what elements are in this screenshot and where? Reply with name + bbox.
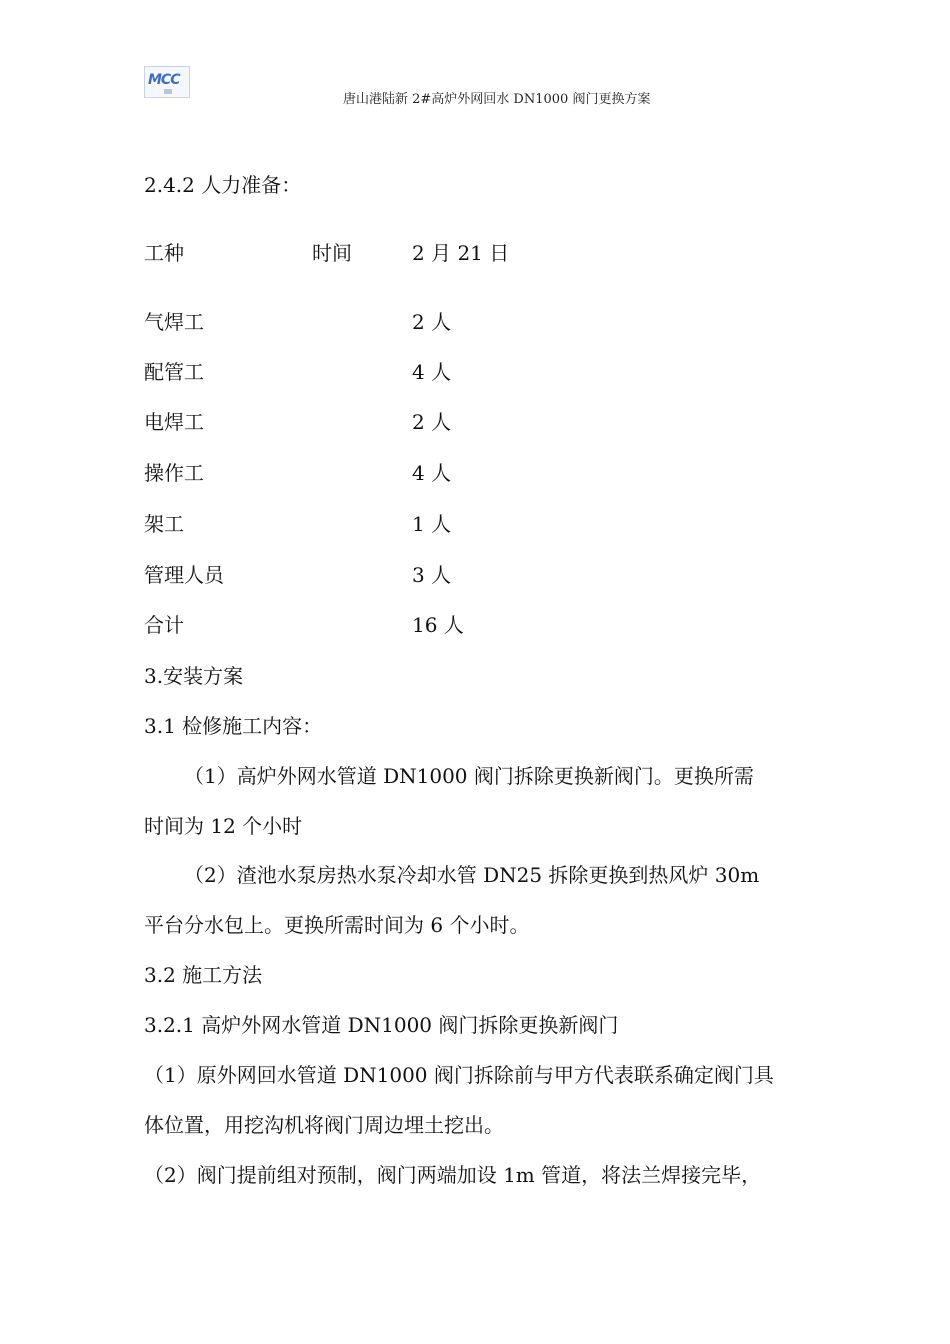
table-row-count: 3 人 <box>412 563 452 587</box>
table-header-trade: 工种 <box>144 241 184 265</box>
paragraph-item-2-line-1: （2）渣池水泵房热水泵冷却水管 DN25 拆除更换到热风炉 30m <box>184 863 760 887</box>
table-row-total-trade: 合计 <box>144 613 184 637</box>
section-heading-3: 3.安装方案 <box>144 664 244 688</box>
table-header-date: 2 月 21 日 <box>412 241 510 265</box>
section-heading-2-4-2: 2.4.2 人力准备： <box>144 173 302 197</box>
table-row-trade: 配管工 <box>144 360 204 384</box>
paragraph-step-2-line-1: （2）阀门提前组对预制，阀门两端加设 1m 管道，将法兰焊接完毕， <box>144 1163 762 1187</box>
document-header-title: 唐山港陆新 2#高炉外网回水 DN1000 阀门更换方案 <box>343 92 651 107</box>
table-row-trade: 电焊工 <box>144 410 204 434</box>
paragraph-step-1-line-1: （1）原外网回水管道 DN1000 阀门拆除前与甲方代表联系确定阀门具 <box>144 1063 774 1087</box>
table-row-total-count: 16 人 <box>412 613 464 637</box>
table-row-trade: 架工 <box>144 512 184 536</box>
paragraph-item-1-line-2: 时间为 12 个小时 <box>144 814 303 838</box>
section-heading-3-2: 3.2 施工方法 <box>144 963 263 987</box>
section-heading-3-2-1: 3.2.1 高炉外网水管道 DN1000 阀门拆除更换新阀门 <box>144 1013 619 1037</box>
table-row-count: 4 人 <box>412 461 452 485</box>
table-row-trade: 气焊工 <box>144 310 204 334</box>
logo-mark <box>164 89 172 94</box>
logo-text: MCC <box>148 72 180 88</box>
table-row-count: 4 人 <box>412 360 452 384</box>
table-row-count: 1 人 <box>412 512 452 536</box>
table-header-time: 时间 <box>312 241 352 265</box>
table-row-count: 2 人 <box>412 410 452 434</box>
section-heading-3-1: 3.1 检修施工内容： <box>144 714 323 738</box>
paragraph-step-1-line-2: 体位置，用挖沟机将阀门周边埋土挖出。 <box>144 1113 504 1137</box>
table-row-trade: 操作工 <box>144 461 204 485</box>
paragraph-item-1-line-1: （1）高炉外网水管道 DN1000 阀门拆除更换新阀门。更换所需 <box>184 764 754 788</box>
paragraph-item-2-line-2: 平台分水包上。更换所需时间为 6 个小时。 <box>144 913 530 937</box>
table-row-trade: 管理人员 <box>144 563 224 587</box>
company-logo <box>144 66 190 98</box>
table-row-count: 2 人 <box>412 310 452 334</box>
